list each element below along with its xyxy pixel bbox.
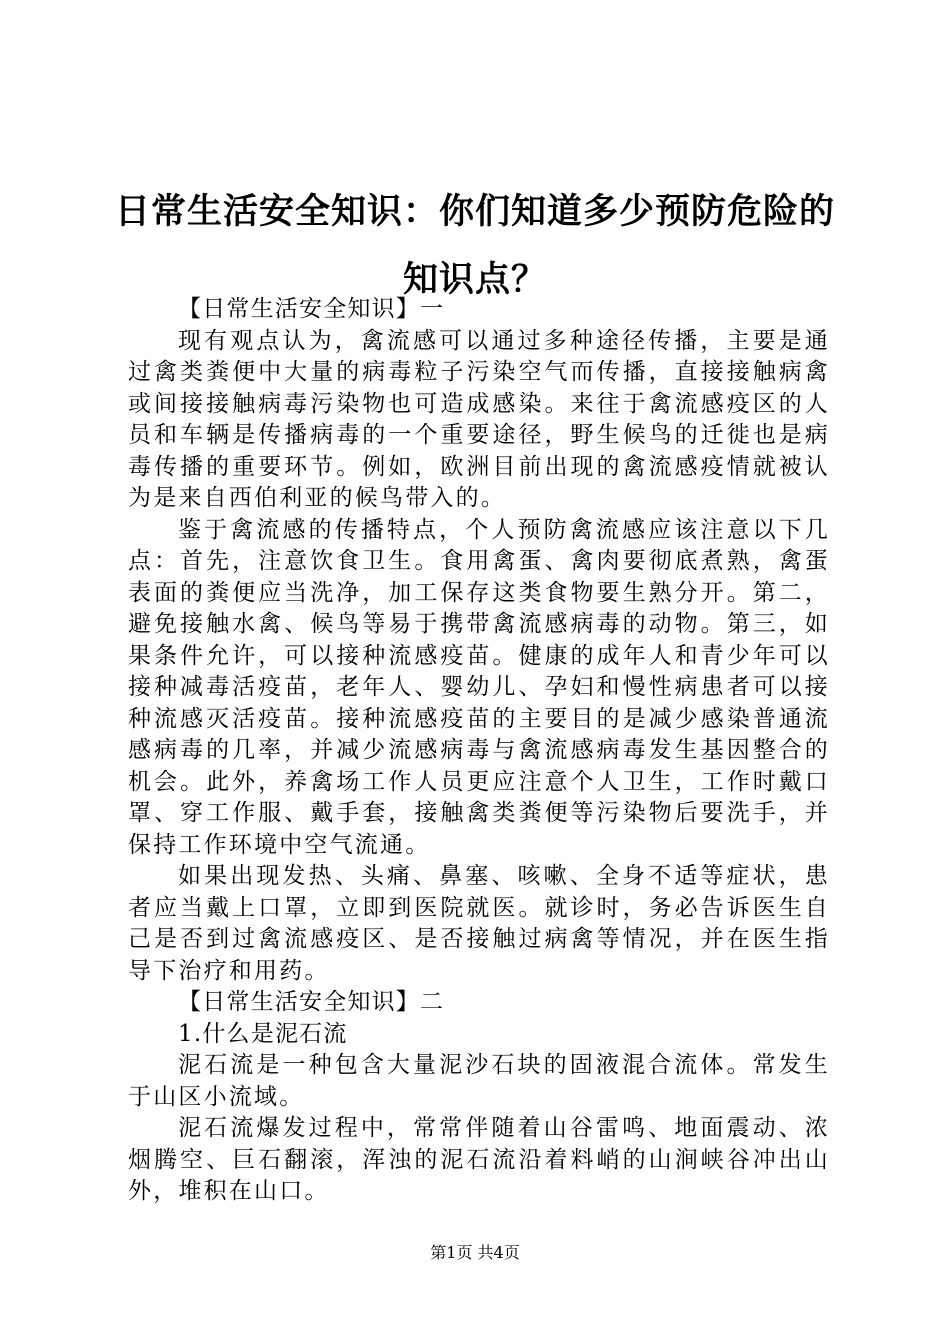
paragraph-prevention: 鉴于禽流感的传播特点，个人预防禽流感应该注意以下几点：首先，注意饮食卫生。食用禽蛋、禽肉要彻底煮熟，禽蛋表面的粪便应当洗净，加工保存这类食物要生熟分开。第二，避免接触水禽、候鸟等易于携带禽流感病毒的动物。第三，如果条件允许，可以接种流感疫苗。健康的成年人和青少年可以接种减毒活疫苗，老年人、婴幼儿、孕妇和慢性病患者可以接种流感灭活疫苗。接种流感疫苗的主要目的是减少感染普通流感病毒的几率，并减少流感病毒与禽流感病毒发生基因整合的机会。此外，养禽场工作人员更应注意个人卫生，工作时戴口罩、穿工作服、戴手套，接触禽类粪便等污染物后要洗手，并保持工作环境中空气流通。 <box>128 516 830 858</box>
subheading-mudflow: 1.什么是泥石流 <box>178 1020 348 1047</box>
paragraph-mudflow-definition: 泥石流是一种包含大量泥沙石块的固液混合流体。常发生于山区小流域。 <box>128 1052 830 1110</box>
page-footer: 第1页 共4页 <box>430 1243 520 1262</box>
paragraph-transmission: 现有观点认为，禽流感可以通过多种途径传播，主要是通过禽类粪便中大量的病毒粒子污染空气而传播，直接接触病禽或间接接触病毒污染物也可造成感染。来往于禽流感疫区的人员和车辆是传播病毒的一个重要途径，野生候鸟的迁徙也是病毒传播的重要环节。例如，欧洲目前出现的禽流感疫情就被认为是来自西伯利亚的候鸟带入的。 <box>128 327 830 511</box>
title-line-1: 日常生活安全知识：你们知道多少预防危险的 <box>114 192 835 232</box>
title-line-2: 知识点？ <box>402 260 547 300</box>
section-heading-1: 【日常生活安全知识】一 <box>178 296 445 322</box>
paragraph-symptoms: 如果出现发热、头痛、鼻塞、咳嗽、全身不适等症状，患者应当戴上口罩，立即到医院就医。就诊时，务必告诉医生自己是否到过禽流感疫区、是否接触过病禽等情况，并在医生指导下治疗和用药。 <box>128 863 830 984</box>
document-body <box>128 294 830 1208</box>
section-heading-2: 【日常生活安全知识】二 <box>178 989 445 1015</box>
paragraph-mudflow-outbreak: 泥石流爆发过程中，常常伴随着山谷雷鸣、地面震动、浓烟腾空、巨石翻滚，浑浊的泥石流沿着料峭的山涧峡谷冲出山外，堆积在山口。 <box>128 1115 830 1204</box>
